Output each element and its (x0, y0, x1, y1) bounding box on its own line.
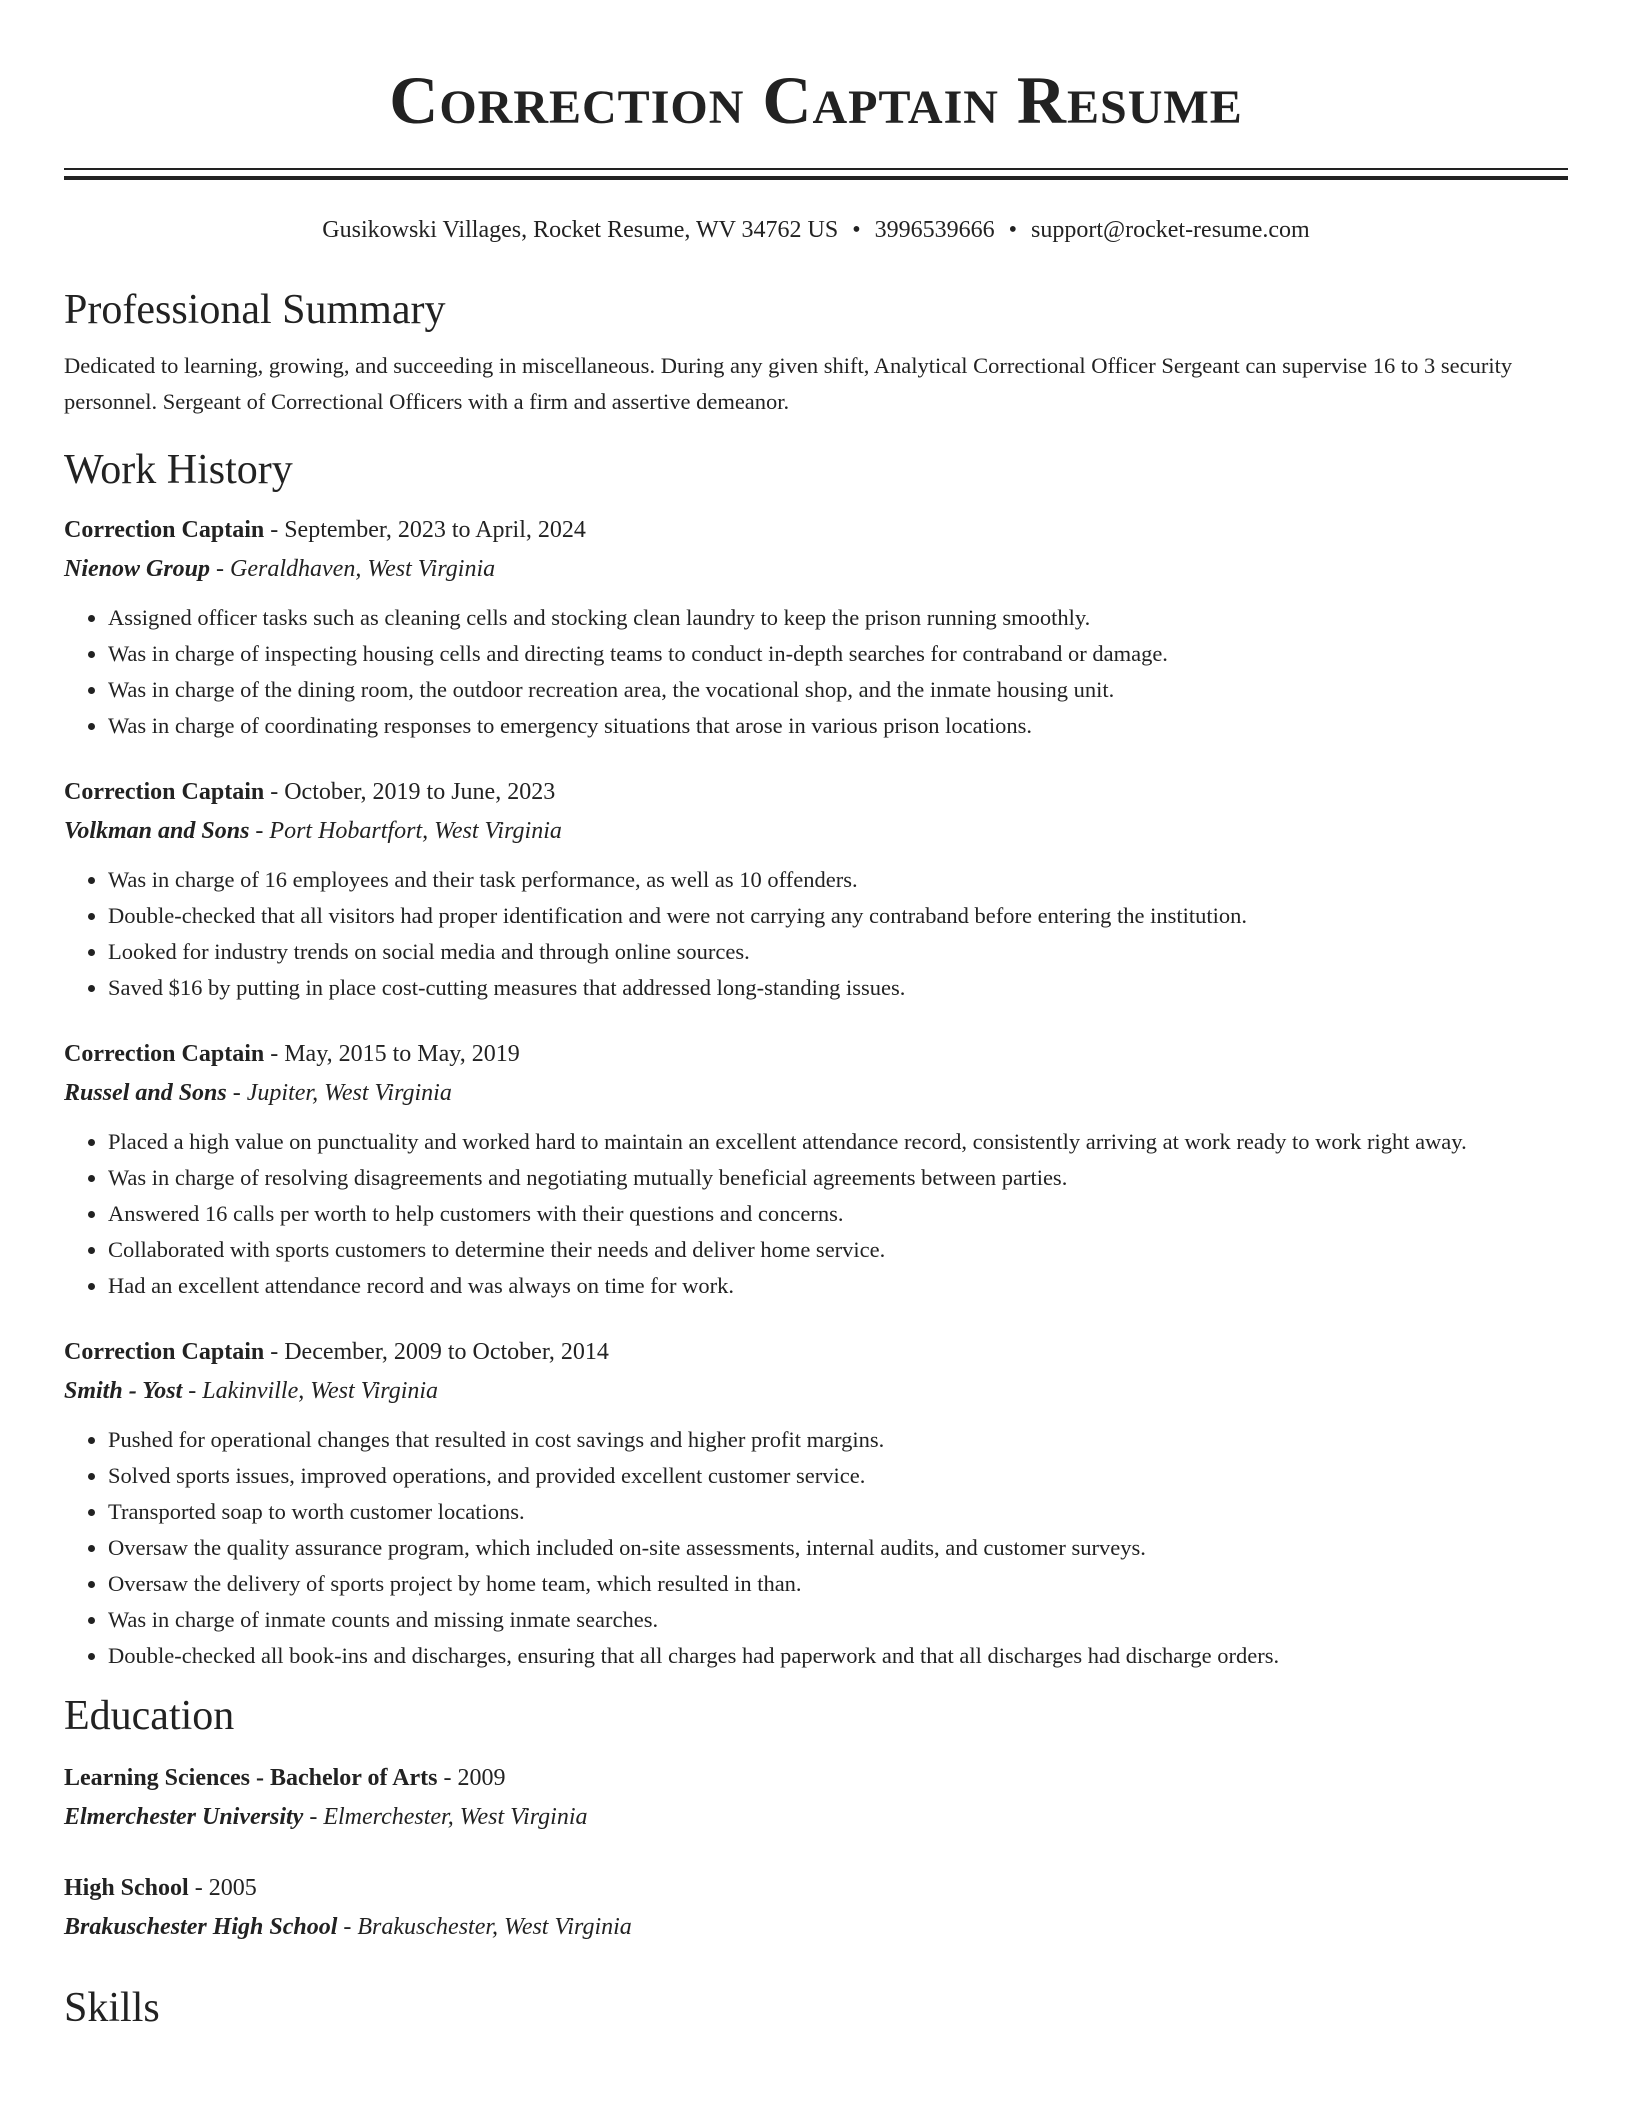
resume-title: Correction Captain Resume (389, 62, 1243, 138)
job-bullets (64, 1124, 1568, 1304)
education-degree-line: High School - 2005 (64, 1875, 257, 1901)
contact-email: support@rocket-resume.com (1031, 217, 1310, 243)
job-bullets (64, 1422, 1568, 1674)
contact-separator: • (1008, 217, 1017, 243)
education-degree-line: Learning Sciences - Bachelor of Arts - 2009 (64, 1765, 506, 1791)
rule-thick-line (64, 176, 1568, 180)
education-entry (64, 1758, 1568, 1836)
rule-thin-line (64, 168, 1568, 170)
job-entry (64, 1332, 1568, 1674)
education-school: Brakuschester High School (64, 1914, 338, 1940)
education-heading: Education (64, 1693, 235, 1739)
job-location: Geraldhaven, West Virginia (230, 556, 496, 582)
list-item: • Was in charge of inmate counts and missing inmate searches. (108, 1602, 1568, 1638)
summary-text: Dedicated to learning, growing, and succeeding in miscellaneous. During any given shift, Analytical Correctional Officer Sergeant can supervise 16 to 3 security personnel. Sergeant of Correctional Officers with a firm and assertive demeanor. (64, 353, 1513, 414)
summary-heading: Professional Summary (64, 287, 446, 333)
job-title-line: Correction Captain - October, 2019 to June, 2023 (64, 779, 556, 805)
list-item: • Was in charge of the dining room, the outdoor recreation area, the vocational shop, and the inmate housing unit. (108, 672, 1568, 708)
list-item: • Double-checked all book-ins and discharges, ensuring that all charges had paperwork and that all discharges had discharge orders. (108, 1638, 1568, 1674)
job-company: Nienow Group (64, 556, 211, 582)
job-location: Jupiter, West Virginia (246, 1080, 452, 1106)
list-item: • Solved sports issues, improved operations, and provided excellent customer service. (108, 1458, 1568, 1494)
list-item: • Double-checked that all visitors had proper identification and were not carrying any contraband before entering the institution. (108, 898, 1568, 934)
work-history-heading: Work History (64, 447, 293, 493)
list-item: • Answered 16 calls per worth to help customers with their questions and concerns. (108, 1196, 1568, 1232)
job-title-line: Correction Captain - May, 2015 to May, 2019 (64, 1041, 520, 1067)
list-item: • Assigned officer tasks such as cleaning cells and stocking clean laundry to keep the prison running smoothly. (108, 600, 1568, 636)
job-location: Lakinville, West Virginia (202, 1378, 439, 1404)
job-company-line: Russel and Sons - Jupiter, West Virginia (64, 1080, 452, 1106)
job-dates: May, 2015 to May, 2019 (284, 1041, 520, 1067)
list-item: • Was in charge of coordinating responses to emergency situations that arose in various prison locations. (108, 708, 1568, 744)
work-history-section (64, 444, 1568, 1674)
education-year: 2005 (208, 1875, 257, 1901)
job-entry (64, 1034, 1568, 1304)
list-item: • Was in charge of resolving disagreements and negotiating mutually beneficial agreements between parties. (108, 1160, 1568, 1196)
job-bullets (64, 600, 1568, 744)
job-company-line: Volkman and Sons - Port Hobartfort, West Virginia (64, 818, 562, 844)
job-title-line: Correction Captain - December, 2009 to October, 2014 (64, 1339, 609, 1365)
list-item: • Placed a high value on punctuality and worked hard to maintain an excellent attendance record, consistently arriving at work ready to work right away. (108, 1124, 1568, 1160)
job-title: Correction Captain (64, 779, 265, 805)
job-dates: December, 2009 to October, 2014 (284, 1339, 609, 1365)
list-item: • Was in charge of 16 employees and their task performance, as well as 10 offenders. (108, 862, 1568, 898)
contact-address: Gusikowski Villages, Rocket Resume, WV 34762 US (322, 217, 839, 243)
job-company-line: Smith - Yost - Lakinville, West Virginia (64, 1378, 439, 1404)
list-item: • Oversaw the quality assurance program, which included on-site assessments, internal audits, and customer surveys. (108, 1530, 1568, 1566)
education-location: Elmerchester, West Virginia (323, 1804, 588, 1830)
education-school-line: Elmerchester University - Elmerchester, West Virginia (64, 1804, 588, 1830)
education-degree: High School (64, 1875, 189, 1901)
job-title: Correction Captain (64, 1041, 265, 1067)
job-company: Russel and Sons (64, 1080, 227, 1106)
job-title: Correction Captain (64, 1339, 265, 1365)
job-company-line: Nienow Group - Geraldhaven, West Virginia (64, 556, 496, 582)
education-year: 2009 (457, 1765, 506, 1791)
contact-separator: • (852, 217, 861, 243)
summary-section (64, 284, 1568, 420)
job-dates: September, 2023 to April, 2024 (284, 517, 586, 543)
list-item: • Pushed for operational changes that resulted in cost savings and higher profit margins. (108, 1422, 1568, 1458)
job-dates: October, 2019 to June, 2023 (284, 779, 556, 805)
education-location: Brakuschester, West Virginia (357, 1914, 632, 1940)
skills-section (64, 1982, 1568, 2034)
list-item: • Had an excellent attendance record and was always on time for work. (108, 1268, 1568, 1304)
job-company: Volkman and Sons (64, 818, 250, 844)
list-item: • Was in charge of inspecting housing cells and directing teams to conduct in-depth searches for contraband or damage. (108, 636, 1568, 672)
job-entry (64, 772, 1568, 1006)
job-entry (64, 510, 1568, 744)
list-item: • Transported soap to worth customer locations. (108, 1494, 1568, 1530)
list-item: • Saved $16 by putting in place cost-cutting measures that addressed long-standing issues. (108, 970, 1568, 1006)
education-entry (64, 1868, 1568, 1946)
job-location: Port Hobartfort, West Virginia (269, 818, 562, 844)
skills-heading: Skills (64, 1985, 160, 2031)
list-item: • Oversaw the delivery of sports project by home team, which resulted in than. (108, 1566, 1568, 1602)
job-title-line: Correction Captain - September, 2023 to April, 2024 (64, 517, 586, 543)
list-item: • Collaborated with sports customers to determine their needs and deliver home service. (108, 1232, 1568, 1268)
list-item: • Looked for industry trends on social media and through online sources. (108, 934, 1568, 970)
education-section (64, 1690, 1568, 1946)
education-school-line: Brakuschester High School - Brakuschester, West Virginia (64, 1914, 632, 1940)
job-company: Smith - Yost (64, 1378, 183, 1404)
contact-phone: 3996539666 (874, 217, 995, 243)
education-degree: Learning Sciences - Bachelor of Arts (64, 1765, 438, 1791)
job-bullets (64, 862, 1568, 1006)
title-double-rule (64, 168, 1568, 180)
contact-line (64, 214, 1568, 246)
education-school: Elmerchester University (64, 1804, 304, 1830)
job-title: Correction Captain (64, 517, 265, 543)
